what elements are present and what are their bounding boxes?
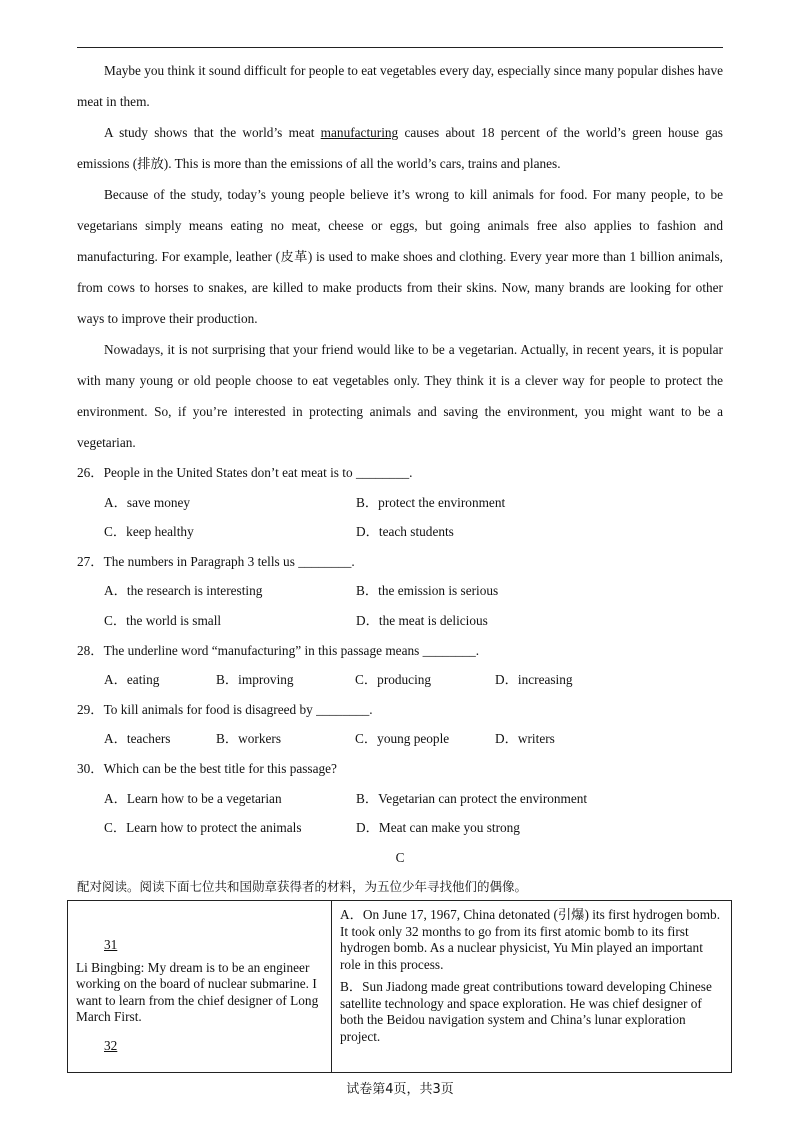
reading-content (77, 55, 723, 902)
section-letter: C (395, 849, 405, 865)
hero-materials-cell (332, 901, 732, 1073)
option-d[interactable]: D．Meat can make you strong (356, 820, 520, 836)
option-a[interactable]: A．Learn how to be a vegetarian (104, 790, 282, 806)
option-d[interactable]: D．the meat is delicious (356, 612, 488, 628)
option-b[interactable]: B．Vegetarian can protect the environment (356, 790, 588, 806)
page-footer: 试卷第4页，共3页 (346, 1082, 454, 1097)
section-instruction: 配对阅读。阅读下面七位共和国勋章获得者的材料，为五位少年寻找他们的偶像。 (77, 879, 528, 895)
question-29 (77, 695, 723, 754)
matching-table (67, 900, 732, 1073)
passage-paragraph-1: Maybe you think it sound difficult for people to eat vegetables every day, especially since many popular dishes have meat in them. (77, 63, 723, 109)
answer-blank-31[interactable]: 31 (104, 937, 118, 952)
option-a[interactable]: A．the research is interesting (104, 583, 263, 599)
question-30 (77, 754, 723, 843)
option-a[interactable]: A．eating (104, 672, 160, 688)
question-stem: 30．Which can be the best title for this passage? (77, 760, 337, 776)
material-a: A．On June 17, 1967, China detonated (引爆) its first hydrogen bomb. It took only 32 months to go from its first atomic bomb to its first hydrogen bomb. As a nuclear physicist, Yu Min played an important role in this process. (340, 907, 721, 972)
question-stem: 28．The underline word “manufacturing” in this passage means ________. (77, 642, 480, 658)
answer-blank-32[interactable]: 32 (104, 1037, 118, 1053)
option-b[interactable]: B．protect the environment (356, 494, 506, 510)
question-stem: 29．To kill animals for food is disagreed by ________. (77, 701, 373, 717)
option-c[interactable]: C．the world is small (104, 612, 222, 628)
option-c[interactable]: C．Learn how to protect the animals (104, 820, 302, 836)
question-stem: 27．The numbers in Paragraph 3 tells us ________. (77, 553, 355, 569)
passage-paragraph-4: Nowadays, it is not surprising that your friend would like to be a vegetarian. Actually, in recent years, it is popular with many young or old people choose to eat vegetables only. They think it is a clever way for people to protect the environment. So, if you’re interested in protecting animals and saving the environment, you might want to be a vegetarian. (77, 342, 723, 450)
option-a[interactable]: A．save money (104, 494, 191, 510)
material-b: B．Sun Jiadong made great contributions toward developing Chinese satellite technology and space exploration. He was chief designer of both the Beidou navigation system and China’s lunar exploration project. (340, 979, 712, 1044)
option-c[interactable]: C．producing (355, 672, 432, 688)
passage-paragraph-2: A study shows that the world’s meat manufacturing causes about 18 percent of the world’s green house gas emissions (排放). This is more than the emissions of all the world’s cars, trains and planes. (77, 125, 723, 171)
student-cell (68, 901, 332, 1073)
option-d[interactable]: D．increasing (495, 672, 573, 688)
passage-paragraph-3: Because of the study, today’s young people believe it’s wrong to kill animals for food. For many people, to be vegetarians simply means eating no meat, cheese or eggs, but going animals free also applies to fashion and manufacturing. For example, leather (皮革) is used to make shoes and clothing. Every year more than 1 billion animals, from cows to horses to snakes, are killed to make products from their skins. Now, many brands are looking for other ways to improve their production. (77, 187, 723, 326)
student-description: Li Bingbing: My dream is to be an engineer working on the board of nuclear submarine. I want to learn from the chief designer of Long March First. (76, 959, 319, 1024)
top-rule (77, 47, 723, 48)
question-27 (77, 547, 723, 636)
option-c[interactable]: C．young people (355, 731, 450, 747)
option-a[interactable]: A．teachers (104, 731, 171, 747)
question-stem: 26．People in the United States don’t eat meat is to ________. (77, 465, 413, 480)
question-28 (77, 636, 723, 695)
question-26 (77, 458, 723, 547)
option-c[interactable]: C．keep healthy (104, 524, 194, 540)
option-b[interactable]: B．workers (216, 731, 281, 747)
option-d[interactable]: D．teach students (356, 524, 454, 540)
option-b[interactable]: B．the emission is serious (356, 583, 499, 599)
underlined-word: manufacturing (320, 125, 399, 140)
option-d[interactable]: D．writers (495, 731, 555, 747)
option-b[interactable]: B．improving (216, 672, 294, 688)
